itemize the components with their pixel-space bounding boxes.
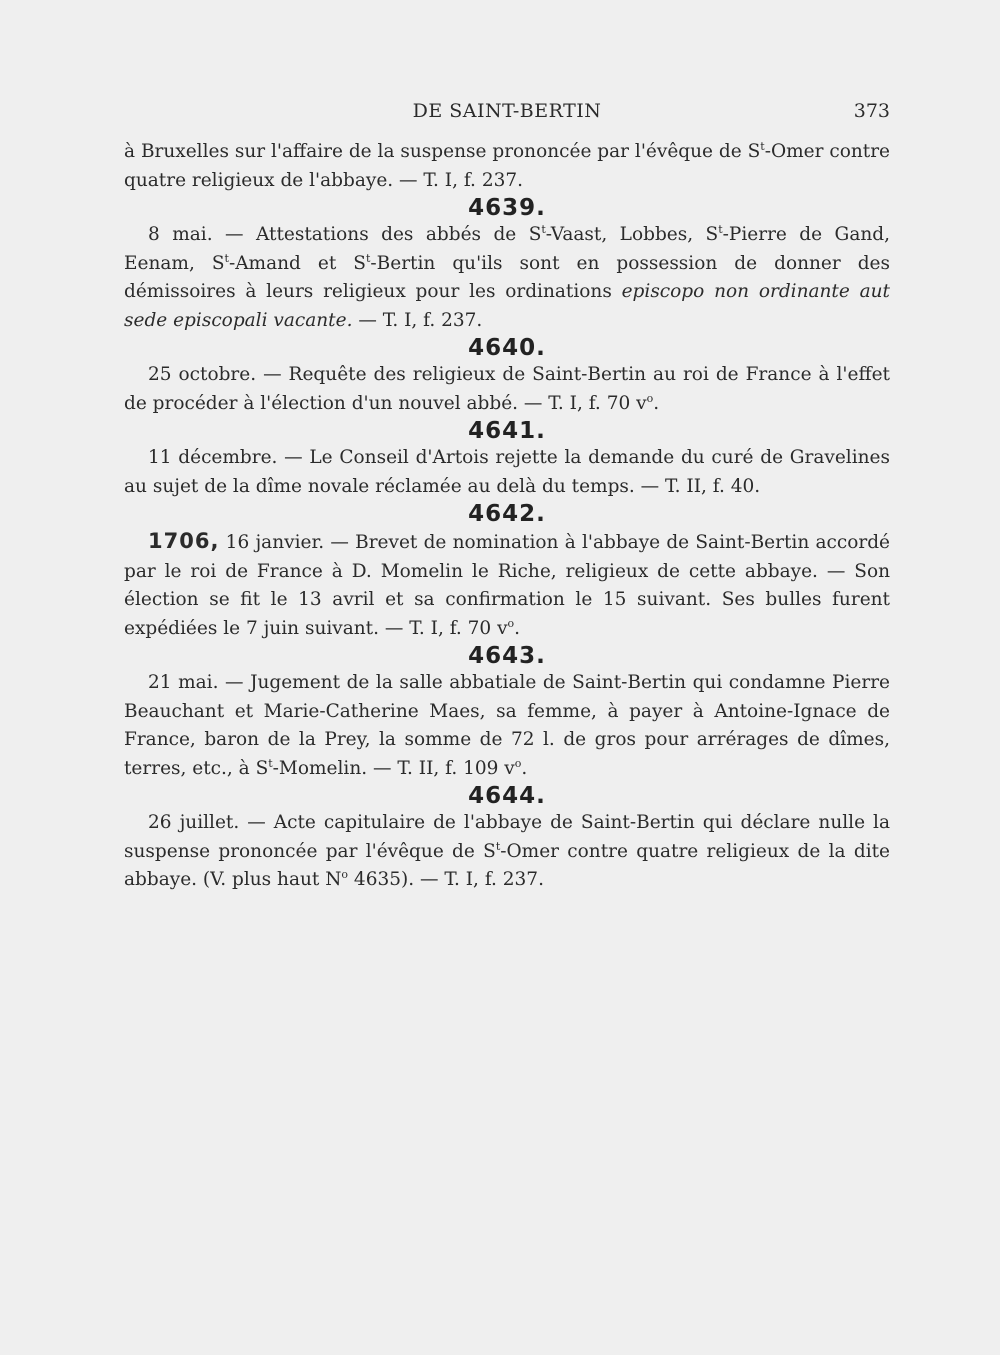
- text-run: 16 janvier. — Brevet de nomination à l'abbaye de Saint-Bertin accordé par le roi de France à D. Momelin le Riche, religieux de cette abbaye. — Son élection se fit le 13 avril et sa confirmation le 15 suivant. Ses bulles furent expédiées le 7 juin suivant. — T. I, f. 70 v: [124, 532, 890, 639]
- text-run: -Momelin. — T. II, f. 109 v: [272, 757, 515, 779]
- entry-paragraph: [124, 221, 890, 335]
- text-run: -Amand et S: [228, 252, 366, 274]
- text-run: -Omer contre quatre religieux de la dite abbaye. (V. plus haut N: [124, 840, 890, 890]
- entry-number: 4639.: [468, 195, 546, 221]
- text-run: 25 octobre. — Requête des religieux de Saint-Bertin au roi de France à l'effet de procéder à l'élection d'un nouvel abbé. — T. I, f. 70 v: [124, 364, 890, 414]
- latin-phrase: episcopo non ordinante aut sede episcopali vacante.: [124, 281, 890, 331]
- superscript: o: [514, 756, 522, 770]
- superscript: t: [760, 140, 765, 153]
- text-run: 26 juillet. — Acte capitulaire de l'abbaye de Saint-Bertin qui déclare nulle la suspense prononcée par l'évêque de S: [124, 812, 890, 862]
- text-run: à Bruxelles sur l'affaire de la suspense prononcée par l'évêque de S: [124, 141, 761, 162]
- text-run: — T. I, f. 237.: [352, 309, 483, 331]
- entry-paragraph: [124, 527, 890, 643]
- entry-paragraph: [124, 444, 890, 501]
- text-run: .: [653, 392, 660, 414]
- text-run: .: [521, 757, 528, 779]
- entry-number: 4642.: [468, 501, 546, 527]
- entry-number: 4643.: [468, 643, 546, 669]
- entry-number: 4641.: [468, 418, 546, 444]
- text-run: .: [514, 617, 521, 639]
- entry-paragraph: [124, 361, 890, 418]
- superscript: o: [646, 391, 654, 405]
- page-header: [124, 100, 890, 130]
- running-title: DE SAINT-BERTIN: [412, 100, 602, 122]
- superscript: t: [541, 223, 546, 236]
- text-run: 21 mai. — Jugement de la salle abbatiale de Saint-Bertin qui condamne Pierre Beauchant et Marie-Catherine Maes, sa femme, à payer à Antoine-Ignace de France, baron de la Prey, la somme de 72 l. de gros pour arrérages de dîmes, terres, etc., à S: [124, 672, 890, 779]
- text-run: -Vaast, Lobbes, S: [545, 224, 719, 245]
- superscript: o: [507, 616, 515, 630]
- superscript: t: [365, 251, 371, 265]
- page-body: [124, 138, 890, 895]
- text-run: -Bertin qu'ils sont en possession de donner des démissoires à leurs religieux pour les ordinations: [124, 252, 891, 302]
- continuation-paragraph: [124, 138, 890, 195]
- text-run: 4635). — T. I, f. 237.: [348, 869, 544, 890]
- superscript: t: [224, 251, 229, 265]
- superscript: t: [268, 756, 273, 770]
- entry-paragraph: [124, 809, 890, 895]
- entry-number: 4644.: [468, 783, 546, 809]
- text-run: 8 mai. — Attestations des abbés de S: [148, 224, 542, 245]
- text-run: -Pierre de Gand, Eenam, S: [124, 224, 890, 274]
- text-run: -Omer contre quatre religieux de l'abbaye. — T. I, f. 237.: [124, 141, 890, 191]
- page-number: 373: [853, 100, 890, 122]
- entry-paragraph: [124, 669, 890, 783]
- text-run: 11 décembre. — Le Conseil d'Artois rejette la demande du curé de Gravelines au sujet de la dîme novale réclamée au delà du temps. — T. II, f. 40.: [124, 447, 890, 497]
- superscript: o: [341, 868, 349, 881]
- year: 1706,: [148, 529, 220, 553]
- entry-number: 4640.: [468, 335, 546, 361]
- superscript: t: [495, 839, 501, 853]
- superscript: t: [718, 223, 723, 236]
